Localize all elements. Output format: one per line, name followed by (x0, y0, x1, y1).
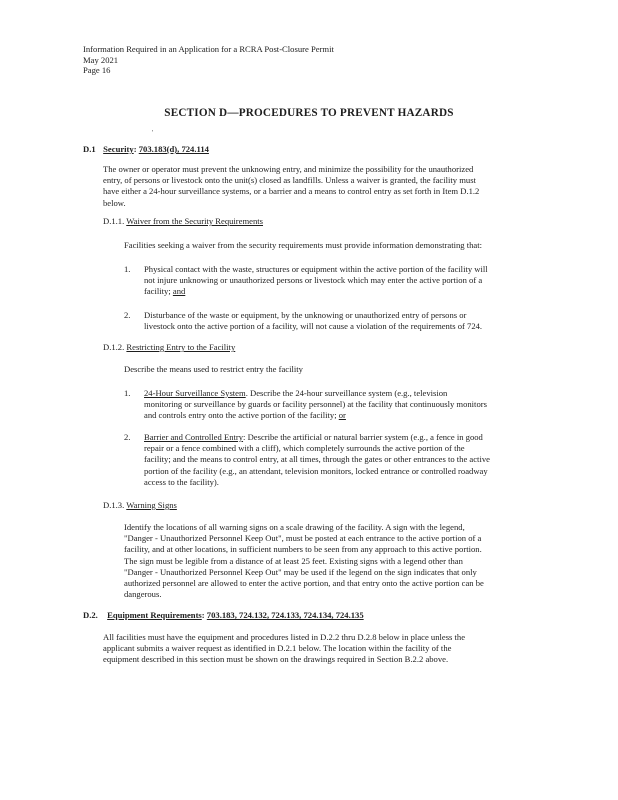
header-document-title: Information Required in an Application for a RCRA Post-Closure Permit (83, 44, 334, 54)
paragraph-line: The owner or operator must prevent the unknowing entry, and minimize the possibility for the unauthorized (103, 164, 474, 174)
paragraph-line: The sign must be legible from a distance of at least 25 feet. Existing signs with a legend other than (124, 555, 463, 566)
subsection-d12-heading (103, 342, 235, 353)
section-title: SECTION D—PROCEDURES TO PREVENT HAZARDS (164, 107, 454, 119)
paragraph-line: dangerous. (124, 589, 162, 600)
paragraph-line: All facilities must have the equipment and procedures listed in D.2.2 thru D.2.8 below in place unless the (103, 632, 466, 642)
header-page-number: Page 16 (83, 65, 111, 75)
list-item-number: 2. (124, 310, 131, 320)
list-item-conjunction: and (172, 286, 186, 297)
list-item-conjunction: or (338, 410, 346, 421)
subsection-d11-number: D.1.1. (103, 216, 125, 226)
subsection-d13-body (124, 522, 544, 600)
list-item-line: : Describe the artificial or natural barrier system (e.g., a fence in good (243, 432, 483, 442)
paragraph-line: Identify the locations of all warning signs on a scale drawing of the facility. A sign with the legend, (124, 522, 465, 532)
list-item-line: facility; (144, 286, 173, 297)
d12-item-2 (124, 432, 544, 490)
list-item-number: 1. (124, 388, 131, 398)
list-item-line: livestock onto the active portion of a facility, will not cause a violation of the requirements of 724. (144, 321, 483, 332)
subsection-d12-number: D.1.2. (103, 342, 125, 352)
list-item-line: not injure unknowing or unauthorized persons or livestock which may enter the active portion of a (144, 275, 483, 286)
document-header (83, 44, 334, 76)
subsection-d12-intro: Describe the means used to restrict entry the facility (124, 364, 303, 374)
list-item-line: repair or a fence combined with a cliff), which completely surrounds the active portion of the (144, 443, 465, 454)
stray-mark: ' (152, 129, 154, 137)
list-item-label: Barrier and Controlled Entry (144, 432, 244, 442)
paragraph-line: applicant submits a waiver request as identified in D.2.1 below. The location within the facility of the (103, 643, 452, 654)
section-d2-body (103, 632, 543, 666)
subsection-d13-heading (103, 500, 177, 511)
section-d2-title: Equipment Requirements (107, 610, 202, 620)
subsection-d12-title: Restricting Entry to the Facility (126, 342, 236, 352)
paragraph-line: have either a 24-hour surveillance systems, or a barrier and a means to control entry as set forth in Item D.1.2 (103, 186, 480, 197)
list-item-line: Disturbance of the waste or equipment, by the unknowing or unauthorized entry of persons or (144, 310, 467, 320)
section-d1-number: D.1 (83, 144, 96, 154)
paragraph-line: below. (103, 197, 126, 208)
paragraph-line: facility, and at other locations, in sufficient numbers to be seen from any approach to this active portion. (124, 544, 482, 555)
list-item-line: facility; and the means to control entry, at all times, through the gates or other entrances to the active (144, 454, 490, 465)
paragraph-line: equipment described in this section must be shown on the drawings required in Section B.2.2 above. (103, 654, 449, 665)
header-date: May 2021 (83, 54, 119, 65)
list-item-line: . Describe the 24-hour surveillance system (e.g., television (245, 388, 448, 398)
section-d1-refs: 703.183(d), 724.114 (138, 144, 209, 154)
section-d1-title: Security (103, 144, 134, 154)
paragraph-line: "Danger - Unauthorized Personnel Keep Out" may be used if the legend on the sign indicates that only (124, 566, 477, 577)
list-item-number: 1. (124, 264, 131, 274)
subsection-d11-heading (103, 216, 263, 227)
d12-item-1 (124, 388, 544, 424)
list-item-line: portion of the facility (e.g., an attendant, television monitors, locked entrance or controlled roadway (144, 465, 488, 476)
d11-item-1 (124, 264, 544, 300)
paragraph-line: entry, of persons or livestock onto the unit(s) closed as landfills. Unless a waiver is granted, the facility must (103, 175, 476, 186)
subsection-d13-number: D.1.3. (103, 500, 125, 510)
list-item-line: monitoring or surveillance by guards or facility personnel) at the facility that continuously monitors (144, 399, 487, 410)
list-item-label: 24-Hour Surveillance System (144, 388, 246, 398)
subsection-d11-intro: Facilities seeking a waiver from the security requirements must provide information demonstrating that: (124, 240, 482, 250)
d11-item-2 (124, 310, 544, 334)
subsection-d11-title: Waiver from the Security Requirements (126, 216, 264, 226)
section-d2-heading: D.2. Equipment Requirements: 703.183, 724.132, 724.133, 724.134, 724.135 (83, 610, 364, 620)
paragraph-line: "Danger - Unauthorized Personnel Keep Out", must be posted at each entrance to the active portion of a (124, 533, 482, 544)
section-d1-heading: D.1 Security: 703.183(d), 724.114 (83, 144, 209, 154)
list-item-line: and controls entry onto the active portion of the facility; (144, 410, 339, 421)
list-item-line: access to the facility). (144, 476, 219, 487)
list-item-number: 2. (124, 432, 131, 442)
section-d2-refs: 703.183, 724.132, 724.133, 724.134, 724.135 (206, 610, 364, 620)
section-d2-number: D.2. (83, 610, 98, 620)
section-d1-body (103, 164, 543, 209)
paragraph-line: authorized personnel are allowed to enter the active portion, and that entry onto the active portion can be (124, 578, 484, 589)
list-item-line: Physical contact with the waste, structures or equipment within the active portion of the facility will (144, 264, 488, 274)
subsection-d13-title: Warning Signs (126, 500, 177, 510)
